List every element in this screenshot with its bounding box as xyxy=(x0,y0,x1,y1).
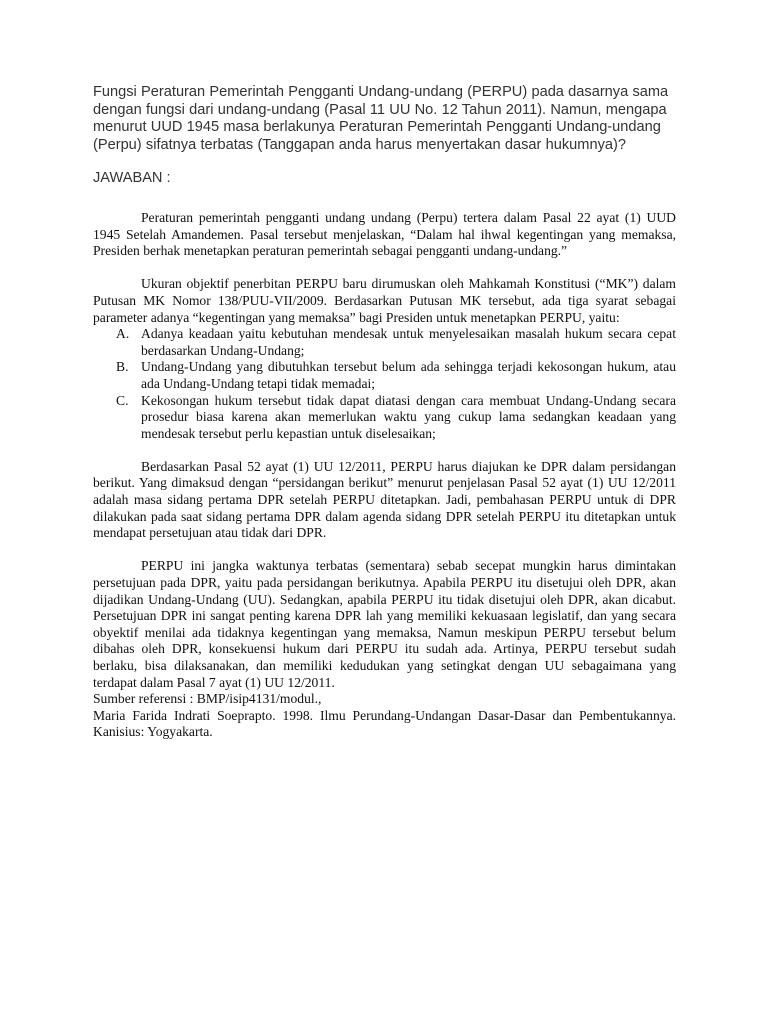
list-item xyxy=(93,359,676,392)
list-marker: A. xyxy=(116,326,130,342)
paragraph-mk-criteria: Ukuran objektif penerbitan PERPU baru dirumuskan oleh Mahkamah Konstitusi (“MK”) dalam Putusan MK Nomor 138/PUU-VII/2009. Berdasarkan Putusan MK tersebut, ada tiga syarat sebagai parameter adanya “kegentingan yang memaksa” bagi Presiden untuk menetapkan PERPU, yaitu: xyxy=(93,276,676,325)
list-item xyxy=(93,393,676,443)
list-item-text: Kekosongan hukum tersebut tidak dapat diatasi dengan cara membuat Undang-Undang secara prosedur biasa karena akan memerlukan waktu yang cukup lama sedangkan keadaan yang mendesak tersebut perlu kepastian untuk diselesaikan; xyxy=(141,392,676,441)
paragraph-perpu-duration: PERPU ini jangka waktunya terbatas (sementara) sebab secepat mungkin harus dimintakan persetujuan pada DPR, yaitu pada persidangan berikutnya. Apabila PERPU itu disetujui oleh DPR, akan dijadikan Undang-Undang (UU). Sedangkan, apabila PERPU itu tidak disetujui oleh DPR, akan dicabut. Persetujuan DPR ini sangat penting karena DPR lah yang memiliki kekuasaan legislatif, dan yang secara obyektif menilai ada tidaknya kegentingan yang memaksa, Namun meskipun PERPU tersebut belum dibahas oleh DPR, konsekuensi hukum dari PERPU itu sudah ada. Artinya, PERPU tersebut sudah berlaku, bisa dilaksanakan, dan memiliki kedudukan yang setingkat dengan UU sebagaimana yang terdapat dalam Pasal 7 ayat (1) UU 12/2011. xyxy=(93,558,676,690)
answer-heading: JAWABAN : xyxy=(93,170,171,187)
list-item xyxy=(93,326,676,359)
question-text: Fungsi Peraturan Pemerintah Pengganti Undang-undang (PERPU) pada dasarnya sama dengan fungsi dari undang-undang (Pasal 11 UU No. 12 Tahun 2011). Namun, mengapa menurut UUD 1945 masa berlakunya Peraturan Pemerintah Pengganti Undang-undang (Perpu) sifatnya terbatas (Tanggapan anda harus menyertakan dasar hukumnya)? xyxy=(93,84,669,153)
list-marker: C. xyxy=(116,392,129,408)
list-item-text: Adanya keadaan yaitu kebutuhan mendesak untuk menyelesaikan masalah hukum secara cepat berdasarkan Undang-Undang; xyxy=(141,326,676,358)
paragraph-perpu-basis: Peraturan pemerintah pengganti undang undang (Perpu) tertera dalam Pasal 22 ayat (1) UUD 1945 Setelah Amandemen. Pasal tersebut menjelaskan, “Dalam hal ihwal kegentingan yang memaksa, Presiden berhak menetapkan peraturan pemerintah sebagai pengganti undang-undang.” xyxy=(93,209,676,259)
criteria-list xyxy=(93,326,676,442)
reference-label: Sumber referensi : BMP/isip4131/modul., xyxy=(93,691,322,707)
reference-citation: Maria Farida Indrati Soeprapto. 1998. Ilmu Perundang-Undangan Dasar-Dasar dan Pembentukannya. Kanisius: Yogyakarta. xyxy=(93,707,676,740)
list-marker: B. xyxy=(116,359,129,375)
paragraph-pasal-52: Berdasarkan Pasal 52 ayat (1) UU 12/2011, PERPU harus diajukan ke DPR dalam persidangan berikut. Yang dimaksud dengan “persidangan berikut” menurut penjelasan Pasal 52 ayat (1) UU 12/2011 adalah masa sidang pertama DPR setelah PERPU ditetapkan. Jadi, pembahasan PERPU untuk di DPR dilakukan pada saat sidang pertama DPR dalam agenda sidang DPR setelah PERPU itu ditetapkan untuk mendapat persetujuan atau tidak dari DPR. xyxy=(93,458,676,541)
list-item-text: Undang-Undang yang dibutuhkan tersebut belum ada sehingga terjadi kekosongan hukum, atau ada Undang-Undang tetapi tidak memadai; xyxy=(141,359,676,391)
answer-body xyxy=(93,210,676,741)
